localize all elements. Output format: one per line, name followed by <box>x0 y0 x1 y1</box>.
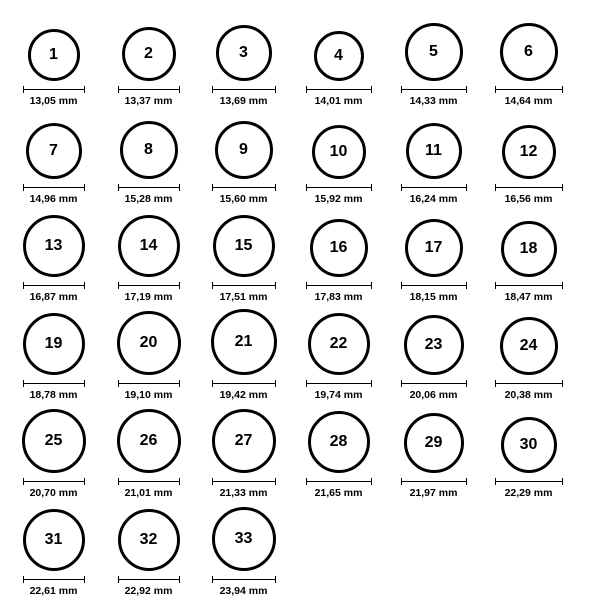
caliper-icon <box>401 478 467 485</box>
ring-circle <box>405 219 463 277</box>
ring-circle <box>122 27 176 81</box>
ring-circle <box>310 219 368 277</box>
caliper-icon <box>118 576 180 583</box>
ring-measurement <box>306 86 372 107</box>
ring-measurement <box>401 86 467 107</box>
ring-size-cell[interactable] <box>291 313 386 401</box>
ring-size-cell[interactable] <box>386 315 481 401</box>
ring-size-number: 26 <box>139 431 158 449</box>
ring-size-number: 18 <box>519 239 538 257</box>
ring-diameter-label: 13,37 mm <box>124 94 173 107</box>
ring-size-cell[interactable] <box>291 125 386 205</box>
ring-measurement <box>23 86 85 107</box>
ring-diameter-label: 21,97 mm <box>409 486 458 499</box>
ring-size-number: 15 <box>234 236 253 254</box>
ring-circle <box>120 121 178 179</box>
ring-circle <box>23 313 85 375</box>
caliper-icon <box>401 86 467 93</box>
ring-measurement <box>23 478 85 499</box>
ring-circle <box>406 123 462 179</box>
ring-circle <box>213 215 275 277</box>
ring-circle <box>404 315 464 375</box>
ring-measurement <box>401 478 467 499</box>
ring-size-cell[interactable] <box>196 25 291 107</box>
ring-circle <box>216 25 272 81</box>
caliper-icon <box>212 184 276 191</box>
caliper-icon <box>306 86 372 93</box>
ring-measurement <box>401 184 467 205</box>
ring-circle <box>23 509 85 571</box>
ring-size-cell[interactable] <box>196 309 291 401</box>
ring-size-cell[interactable] <box>291 219 386 303</box>
ring-size-cell[interactable] <box>196 507 291 597</box>
ring-size-row <box>6 204 594 302</box>
ring-diameter-label: 16,24 mm <box>409 192 458 205</box>
ring-size-number: 23 <box>424 335 443 353</box>
ring-size-cell[interactable] <box>196 215 291 303</box>
ring-circle <box>117 409 181 473</box>
ring-diameter-label: 17,83 mm <box>314 290 363 303</box>
ring-measurement <box>23 184 85 205</box>
ring-diameter-label: 20,38 mm <box>504 388 553 401</box>
caliper-icon <box>401 282 467 289</box>
ring-diameter-label: 22,92 mm <box>124 584 173 597</box>
ring-size-cell[interactable] <box>386 413 481 499</box>
caliper-icon <box>23 478 85 485</box>
caliper-icon <box>212 282 276 289</box>
caliper-icon <box>118 282 180 289</box>
ring-size-number: 13 <box>44 236 63 254</box>
caliper-icon <box>306 380 372 387</box>
ring-diameter-label: 18,78 mm <box>29 388 78 401</box>
ring-measurement <box>306 282 372 303</box>
ring-circle <box>23 215 85 277</box>
ring-size-cell[interactable] <box>6 509 101 597</box>
ring-measurement <box>212 86 276 107</box>
ring-size-cell[interactable] <box>101 121 196 205</box>
ring-measurement <box>212 282 276 303</box>
ring-size-number: 29 <box>424 433 443 451</box>
ring-diameter-label: 19,10 mm <box>124 388 173 401</box>
caliper-icon <box>306 478 372 485</box>
ring-measurement <box>401 380 467 401</box>
caliper-icon <box>495 184 563 191</box>
ring-measurement <box>495 282 563 303</box>
ring-size-number: 3 <box>239 43 248 61</box>
ring-circle <box>501 221 557 277</box>
ring-size-cell[interactable] <box>196 409 291 499</box>
ring-size-number: 6 <box>524 42 533 60</box>
ring-diameter-label: 20,70 mm <box>29 486 78 499</box>
ring-measurement <box>118 184 180 205</box>
ring-diameter-label: 14,96 mm <box>29 192 78 205</box>
ring-circle <box>118 215 180 277</box>
ring-size-number: 10 <box>329 142 348 160</box>
ring-circle <box>500 23 558 81</box>
ring-measurement <box>306 380 372 401</box>
ring-circle <box>314 31 364 81</box>
ring-measurement <box>118 282 180 303</box>
ring-measurement <box>23 576 85 597</box>
ring-circle <box>502 125 556 179</box>
ring-diameter-label: 17,51 mm <box>219 290 268 303</box>
ring-circle <box>405 23 463 81</box>
ring-circle <box>26 123 82 179</box>
caliper-icon <box>23 282 85 289</box>
ring-diameter-label: 15,92 mm <box>314 192 363 205</box>
ring-diameter-label: 13,69 mm <box>219 94 268 107</box>
ring-size-number: 27 <box>234 431 253 449</box>
caliper-icon <box>212 576 276 583</box>
ring-measurement <box>495 86 563 107</box>
ring-size-cell[interactable] <box>196 121 291 205</box>
ring-measurement <box>118 86 180 107</box>
caliper-icon <box>23 576 85 583</box>
ring-diameter-label: 18,47 mm <box>504 290 553 303</box>
ring-diameter-label: 17,19 mm <box>124 290 173 303</box>
ring-size-number: 20 <box>139 333 158 351</box>
ring-measurement <box>212 380 276 401</box>
ring-measurement <box>495 380 563 401</box>
ring-size-cell[interactable] <box>6 215 101 303</box>
ring-size-number: 21 <box>234 332 253 350</box>
ring-size-number: 19 <box>44 334 63 352</box>
caliper-icon <box>401 184 467 191</box>
caliper-icon <box>212 478 276 485</box>
ring-size-cell[interactable] <box>6 29 101 107</box>
ring-size-number: 14 <box>139 236 158 254</box>
caliper-icon <box>118 380 180 387</box>
ring-size-cell[interactable] <box>481 23 576 107</box>
caliper-icon <box>495 380 563 387</box>
ring-circle <box>212 507 276 571</box>
ring-circle <box>308 313 370 375</box>
ring-diameter-label: 19,42 mm <box>219 388 268 401</box>
ring-circle <box>212 409 276 473</box>
ring-measurement <box>495 184 563 205</box>
ring-diameter-label: 23,94 mm <box>219 584 268 597</box>
ring-measurement <box>306 478 372 499</box>
ring-circle <box>501 417 557 473</box>
caliper-icon <box>212 380 276 387</box>
ring-size-number: 4 <box>334 46 343 64</box>
ring-diameter-label: 20,06 mm <box>409 388 458 401</box>
ring-diameter-label: 21,65 mm <box>314 486 363 499</box>
caliper-icon <box>23 184 85 191</box>
ring-size-row <box>6 498 594 596</box>
caliper-icon <box>495 478 563 485</box>
ring-circle <box>215 121 273 179</box>
caliper-icon <box>23 380 85 387</box>
ring-diameter-label: 19,74 mm <box>314 388 363 401</box>
ring-diameter-label: 14,01 mm <box>314 94 363 107</box>
ring-size-cell[interactable] <box>481 417 576 499</box>
ring-size-row <box>6 8 594 106</box>
ring-size-cell[interactable] <box>386 219 481 303</box>
ring-size-number: 1 <box>49 45 58 63</box>
ring-size-cell[interactable] <box>386 123 481 205</box>
ring-size-cell[interactable] <box>101 215 196 303</box>
ring-size-number: 16 <box>329 238 348 256</box>
caliper-icon <box>495 282 563 289</box>
ring-size-cell[interactable] <box>101 509 196 597</box>
ring-size-number: 30 <box>519 435 538 453</box>
ring-size-cell[interactable] <box>6 123 101 205</box>
caliper-icon <box>306 282 372 289</box>
ring-measurement <box>23 380 85 401</box>
ring-diameter-label: 21,33 mm <box>219 486 268 499</box>
ring-measurement <box>495 478 563 499</box>
caliper-icon <box>118 184 180 191</box>
ring-size-cell[interactable] <box>481 317 576 401</box>
ring-size-cell[interactable] <box>101 409 196 499</box>
caliper-icon <box>306 184 372 191</box>
ring-size-row <box>6 400 594 498</box>
ring-size-row <box>6 302 594 400</box>
ring-measurement <box>212 478 276 499</box>
ring-diameter-label: 15,28 mm <box>124 192 173 205</box>
ring-circle <box>404 413 464 473</box>
ring-size-number: 7 <box>49 141 58 159</box>
ring-measurement <box>401 282 467 303</box>
ring-measurement <box>212 184 276 205</box>
ring-size-row <box>6 106 594 204</box>
ring-size-number: 2 <box>144 44 153 62</box>
ring-measurement <box>23 282 85 303</box>
ring-circle <box>500 317 558 375</box>
caliper-icon <box>118 86 180 93</box>
caliper-icon <box>401 380 467 387</box>
ring-circle <box>28 29 80 81</box>
caliper-icon <box>495 86 563 93</box>
ring-measurement <box>118 576 180 597</box>
ring-size-number: 8 <box>144 140 153 158</box>
ring-size-number: 25 <box>44 431 63 449</box>
ring-size-cell[interactable] <box>6 409 101 499</box>
ring-circle <box>22 409 86 473</box>
ring-measurement <box>118 478 180 499</box>
ring-measurement <box>212 576 276 597</box>
caliper-icon <box>212 86 276 93</box>
ring-size-cell[interactable] <box>481 221 576 303</box>
ring-circle <box>117 311 181 375</box>
ring-diameter-label: 16,87 mm <box>29 290 78 303</box>
ring-diameter-label: 22,29 mm <box>504 486 553 499</box>
ring-size-number: 22 <box>329 334 348 352</box>
ring-size-cell[interactable] <box>6 313 101 401</box>
ring-size-number: 32 <box>139 530 158 548</box>
ring-diameter-label: 16,56 mm <box>504 192 553 205</box>
ring-size-number: 33 <box>234 529 253 547</box>
ring-diameter-label: 21,01 mm <box>124 486 173 499</box>
ring-size-cell[interactable] <box>386 23 481 107</box>
ring-size-cell[interactable] <box>481 125 576 205</box>
ring-size-number: 5 <box>429 42 438 60</box>
ring-diameter-label: 18,15 mm <box>409 290 458 303</box>
ring-size-number: 9 <box>239 140 248 158</box>
ring-diameter-label: 15,60 mm <box>219 192 268 205</box>
ring-measurement <box>118 380 180 401</box>
ring-diameter-label: 14,64 mm <box>504 94 553 107</box>
ring-size-number: 17 <box>424 238 443 256</box>
ring-size-cell[interactable] <box>101 311 196 401</box>
ring-size-cell[interactable] <box>291 411 386 499</box>
ring-measurement <box>306 184 372 205</box>
ring-size-number: 12 <box>519 142 538 160</box>
ring-diameter-label: 14,33 mm <box>409 94 458 107</box>
ring-diameter-label: 22,61 mm <box>29 584 78 597</box>
ring-size-number: 11 <box>425 141 442 159</box>
ring-diameter-label: 13,05 mm <box>29 94 78 107</box>
ring-circle <box>308 411 370 473</box>
caliper-icon <box>23 86 85 93</box>
caliper-icon <box>118 478 180 485</box>
ring-circle <box>211 309 277 375</box>
ring-size-number: 31 <box>44 530 63 548</box>
ring-size-cell[interactable] <box>291 31 386 107</box>
ring-size-cell[interactable] <box>101 27 196 107</box>
ring-circle <box>312 125 366 179</box>
ring-size-number: 24 <box>519 336 538 354</box>
ring-circle <box>118 509 180 571</box>
ring-size-number: 28 <box>329 432 348 450</box>
